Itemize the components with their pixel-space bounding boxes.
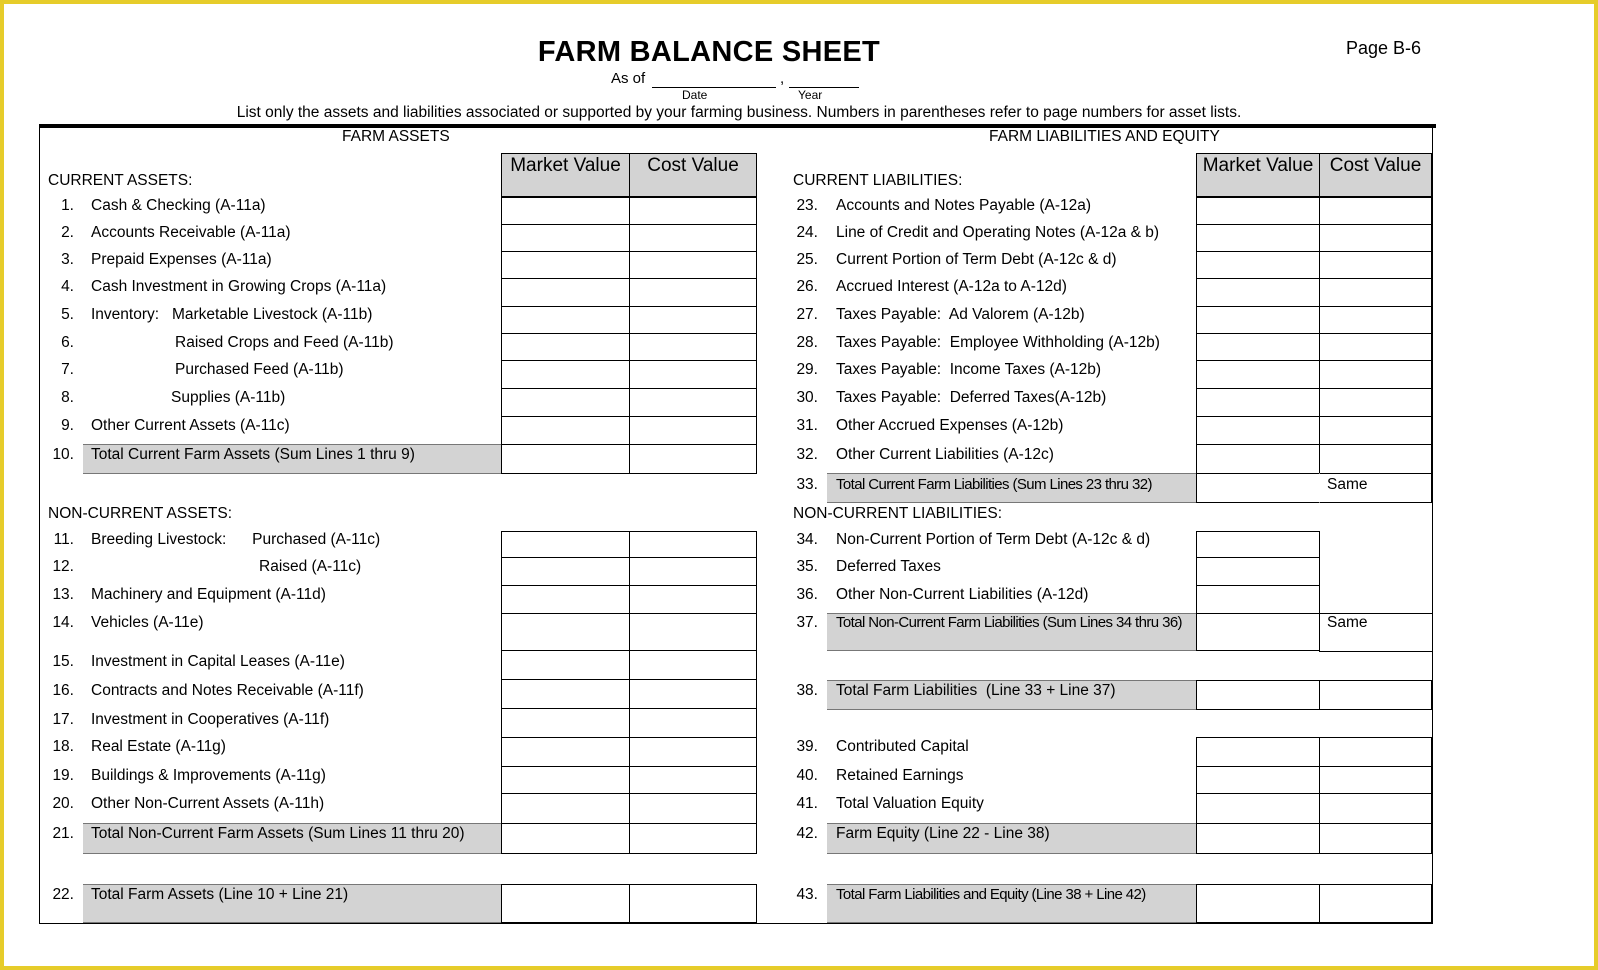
line-label: Other Non-Current Liabilities (A-12d) [836, 586, 1089, 603]
line-number: 25. [796, 251, 818, 268]
farm-liabilities-heading: FARM LIABILITIES AND EQUITY [989, 128, 1220, 145]
market-value-cell[interactable] [1196, 585, 1320, 614]
total-line-label: Total Non-Current Farm Liabilities (Sum Lines 34 thru 36) [836, 614, 1182, 631]
line-number: 11. [53, 531, 74, 548]
instruction-text: List only the assets and liabilities associated or supported by your farming business. Numbers in parentheses refer to page numbers for asset lists. [236, 104, 1242, 121]
cost-value-cell[interactable] [629, 737, 757, 767]
line-label: Cash & Checking (A-11a) [91, 197, 266, 214]
line-number: 31. [796, 417, 818, 434]
cost-value-cell[interactable] [1319, 444, 1432, 474]
line-number: 34. [796, 531, 818, 548]
line-label: Line of Credit and Operating Notes (A-12a & b) [836, 224, 1160, 241]
liabilities-market-value-header: Market Value [1196, 153, 1320, 197]
line-label: Retained Earnings [836, 767, 964, 784]
market-value-cell[interactable] [501, 444, 630, 474]
cost-value-cell[interactable] [629, 388, 757, 417]
market-value-cell[interactable] [501, 650, 630, 680]
market-value-cell[interactable] [1196, 793, 1320, 824]
line-label: Breeding Livestock: Purchased (A-11c) [91, 531, 381, 548]
line-number: 12. [52, 558, 74, 575]
cost-value-cell[interactable] [629, 679, 757, 709]
line-label: Taxes Payable: Income Taxes (A-12b) [836, 361, 1102, 378]
cost-value-cell[interactable] [629, 360, 757, 389]
market-value-cell[interactable] [1196, 251, 1320, 279]
farm-assets-heading: FARM ASSETS [342, 128, 450, 145]
divider [1196, 853, 1432, 854]
cost-value-cell[interactable] [629, 823, 757, 854]
market-value-cell[interactable] [501, 306, 630, 334]
market-value-cell[interactable] [1196, 333, 1320, 361]
line-number: 13. [52, 586, 74, 603]
line-label: Accrued Interest (A-12a to A-12d) [836, 278, 1067, 295]
cost-value-cell[interactable] [1319, 224, 1432, 252]
cost-value-cell[interactable] [629, 333, 757, 361]
market-value-cell[interactable] [501, 585, 630, 614]
market-value-cell[interactable] [1196, 531, 1320, 558]
cost-value-cell[interactable] [629, 416, 757, 445]
line-number: 2. [61, 224, 74, 241]
cost-value-cell[interactable] [1319, 793, 1432, 824]
cost-value-cell[interactable] [1319, 823, 1432, 854]
cost-value-cell[interactable] [629, 884, 757, 923]
line-number: 30. [796, 389, 818, 406]
market-value-cell[interactable] [1196, 766, 1320, 794]
market-value-cell[interactable] [1196, 613, 1320, 651]
same-note: Same [1327, 476, 1368, 493]
line-label: Current Portion of Term Debt (A-12c & d) [836, 251, 1117, 268]
line-number: 17. [52, 711, 74, 728]
line-label: Vehicles (A-11e) [91, 614, 204, 631]
line-label: Accounts Receivable (A-11a) [91, 224, 291, 241]
liabilities-cost-value-header: Cost Value [1319, 153, 1432, 197]
same-note: Same [1327, 614, 1368, 631]
line-number: 33. [796, 476, 818, 493]
cost-value-cell[interactable] [1319, 884, 1432, 923]
line-number: 5. [61, 306, 74, 323]
line-number: 35. [796, 558, 818, 575]
cost-value-cell[interactable] [1319, 197, 1432, 225]
total-line-label: Total Farm Liabilities (Line 33 + Line 37) [836, 682, 1116, 699]
line-label: Supplies (A-11b) [171, 389, 286, 406]
market-value-cell[interactable] [1196, 224, 1320, 252]
market-value-cell[interactable] [501, 388, 630, 417]
assets-market-value-header: Market Value [501, 153, 630, 197]
line-number: 8. [61, 389, 74, 406]
line-label: Raised Crops and Feed (A-11b) [175, 334, 394, 351]
cost-value-cell[interactable] [1319, 388, 1432, 417]
line-number: 38. [796, 682, 818, 699]
cost-value-cell[interactable] [629, 197, 757, 225]
line-label: Non-Current Portion of Term Debt (A-12c & d) [836, 531, 1151, 548]
cost-value-cell[interactable] [629, 793, 757, 824]
divider [1319, 651, 1432, 652]
line-number: 26. [796, 278, 818, 295]
table-border-right [1432, 128, 1433, 923]
line-label: Raised (A-11c) [259, 558, 362, 575]
line-number: 18. [52, 738, 74, 755]
current-liabilities-heading: CURRENT LIABILITIES: [793, 172, 963, 189]
line-number: 4. [61, 278, 74, 295]
market-value-cell[interactable] [501, 416, 630, 445]
line-label: Cash Investment in Growing Crops (A-11a) [91, 278, 387, 295]
line-number: 41. [796, 795, 818, 812]
market-value-cell[interactable] [1196, 360, 1320, 389]
line-label: Contracts and Notes Receivable (A-11f) [91, 682, 364, 699]
line-label: Taxes Payable: Ad Valorem (A-12b) [836, 306, 1085, 323]
market-value-cell[interactable] [1196, 278, 1320, 307]
line-label: Other Accrued Expenses (A-12b) [836, 417, 1064, 434]
line-label: Deferred Taxes [836, 558, 941, 575]
date-field[interactable] [652, 87, 776, 88]
cost-value-cell[interactable] [629, 766, 757, 794]
line-label: Accounts and Notes Payable (A-12a) [836, 197, 1092, 214]
line-label: Taxes Payable: Employee Withholding (A-12b) [836, 334, 1160, 351]
line-number: 6. [61, 334, 74, 351]
noncurrent-assets-heading: NON-CURRENT ASSETS: [48, 505, 233, 522]
line-label: Total Valuation Equity [836, 795, 984, 812]
cost-value-cell[interactable] [629, 708, 757, 738]
line-label: Other Current Liabilities (A-12c) [836, 446, 1054, 463]
market-value-cell[interactable] [501, 766, 630, 794]
market-value-cell[interactable] [501, 197, 630, 225]
cost-value-cell[interactable] [1319, 306, 1432, 334]
line-number: 40. [796, 767, 818, 784]
total-line-label: Total Non-Current Farm Assets (Sum Lines 11 thru 20) [91, 825, 465, 842]
market-value-cell[interactable] [1196, 416, 1320, 445]
as-of-label: As of [611, 70, 646, 87]
line-number: 42. [796, 825, 818, 842]
cost-value-cell[interactable] [629, 444, 757, 474]
market-value-cell[interactable] [501, 823, 630, 854]
line-number: 19. [52, 767, 74, 784]
line-number: 22. [52, 886, 74, 903]
line-label: Prepaid Expenses (A-11a) [91, 251, 272, 268]
line-number: 29. [796, 361, 818, 378]
year-caption: Year [798, 88, 823, 102]
cost-value-cell[interactable] [1319, 680, 1432, 710]
table-border-left [39, 128, 40, 923]
line-number: 36. [796, 586, 818, 603]
cost-value-cell[interactable] [629, 585, 757, 614]
market-value-cell[interactable] [501, 737, 630, 767]
market-value-cell[interactable] [501, 251, 630, 279]
header-rule [39, 124, 1436, 128]
cost-value-cell[interactable] [1319, 251, 1432, 279]
assets-cost-value-header: Cost Value [629, 153, 757, 197]
line-label: Other Current Assets (A-11c) [91, 417, 290, 434]
cost-value-cell[interactable] [629, 613, 757, 651]
line-number: 9. [61, 417, 74, 434]
cost-value-cell[interactable] [1319, 737, 1432, 767]
page-title: FARM BALANCE SHEET [537, 36, 881, 68]
line-label: Real Estate (A-11g) [91, 738, 226, 755]
line-number: 24. [796, 224, 818, 241]
market-value-cell[interactable] [501, 708, 630, 738]
line-number: 37. [796, 614, 818, 631]
cost-value-cell[interactable] [1319, 333, 1432, 361]
line-number: 27. [796, 306, 818, 323]
line-number: 43. [796, 886, 818, 903]
total-line-label: Total Farm Assets (Line 10 + Line 21) [91, 886, 349, 903]
cost-value-cell[interactable] [1319, 278, 1432, 307]
market-value-cell[interactable] [1196, 680, 1320, 710]
line-number: 10. [52, 446, 74, 463]
market-value-cell[interactable] [501, 360, 630, 389]
line-number: 28. [796, 334, 818, 351]
line-label: Investment in Capital Leases (A-11e) [91, 653, 345, 670]
market-value-cell[interactable] [1196, 306, 1320, 334]
total-line-label: Total Current Farm Assets (Sum Lines 1 thru 9) [91, 446, 415, 463]
line-label: Inventory: Marketable Livestock (A-11b) [91, 306, 373, 323]
line-number: 39. [796, 738, 818, 755]
market-value-cell[interactable] [501, 531, 630, 558]
line-number: 1. [61, 197, 74, 214]
line-label: Taxes Payable: Deferred Taxes(A-12b) [836, 389, 1107, 406]
total-line-label: Total Current Farm Liabilities (Sum Lines 23 thru 32) [836, 476, 1152, 493]
cost-value-cell[interactable] [629, 224, 757, 252]
market-value-cell[interactable] [501, 557, 630, 586]
cost-value-cell[interactable] [629, 650, 757, 680]
market-value-cell[interactable] [501, 884, 630, 923]
line-label: Contributed Capital [836, 738, 969, 755]
line-label: Other Non-Current Assets (A-11h) [91, 795, 325, 812]
market-value-cell[interactable] [1196, 884, 1320, 923]
page-number: Page B-6 [1346, 38, 1422, 58]
cost-value-cell[interactable] [629, 251, 757, 279]
noncurrent-liabilities-heading: NON-CURRENT LIABILITIES: [793, 505, 1003, 522]
market-value-cell[interactable] [1196, 823, 1320, 854]
line-number: 15. [52, 653, 74, 670]
total-line-label: Total Farm Liabilities and Equity (Line 38 + Line 42) [836, 886, 1146, 903]
date-caption: Date [682, 88, 708, 102]
market-value-cell[interactable] [1196, 388, 1320, 417]
market-value-cell[interactable] [1196, 557, 1320, 586]
cost-value-cell[interactable] [1319, 416, 1432, 445]
date-separator: , [780, 70, 785, 87]
line-number: 21. [52, 825, 74, 842]
market-value-cell[interactable] [501, 224, 630, 252]
line-number: 32. [796, 446, 818, 463]
market-value-cell[interactable] [501, 613, 630, 651]
line-number: 3. [61, 251, 74, 268]
line-number: 16. [52, 682, 74, 699]
line-label: Investment in Cooperatives (A-11f) [91, 711, 330, 728]
line-label: Buildings & Improvements (A-11g) [91, 767, 326, 784]
line-label: Machinery and Equipment (A-11d) [91, 586, 326, 603]
market-value-cell[interactable] [501, 793, 630, 824]
table-border-bottom [39, 923, 1433, 924]
market-value-cell[interactable] [501, 679, 630, 709]
cost-value-cell[interactable] [629, 306, 757, 334]
market-value-cell[interactable] [501, 278, 630, 307]
line-number: 14. [52, 614, 74, 631]
market-value-cell[interactable] [1196, 197, 1320, 225]
market-value-cell[interactable] [501, 333, 630, 361]
line-number: 23. [796, 197, 818, 214]
cost-value-cell[interactable] [629, 531, 757, 558]
line-number: 7. [61, 361, 74, 378]
cost-value-cell[interactable] [1319, 360, 1432, 389]
line-label: Purchased Feed (A-11b) [175, 361, 344, 378]
market-value-cell[interactable] [1196, 444, 1320, 474]
cost-value-cell[interactable] [629, 557, 757, 586]
market-value-cell[interactable] [1196, 737, 1320, 767]
current-assets-heading: CURRENT ASSETS: [48, 172, 193, 189]
cost-value-cell[interactable] [1319, 766, 1432, 794]
cost-value-cell[interactable] [629, 278, 757, 307]
line-number: 20. [52, 795, 74, 812]
market-value-cell[interactable] [1196, 473, 1320, 503]
divider [1196, 709, 1432, 710]
total-line-label: Farm Equity (Line 22 - Line 38) [836, 825, 1050, 842]
